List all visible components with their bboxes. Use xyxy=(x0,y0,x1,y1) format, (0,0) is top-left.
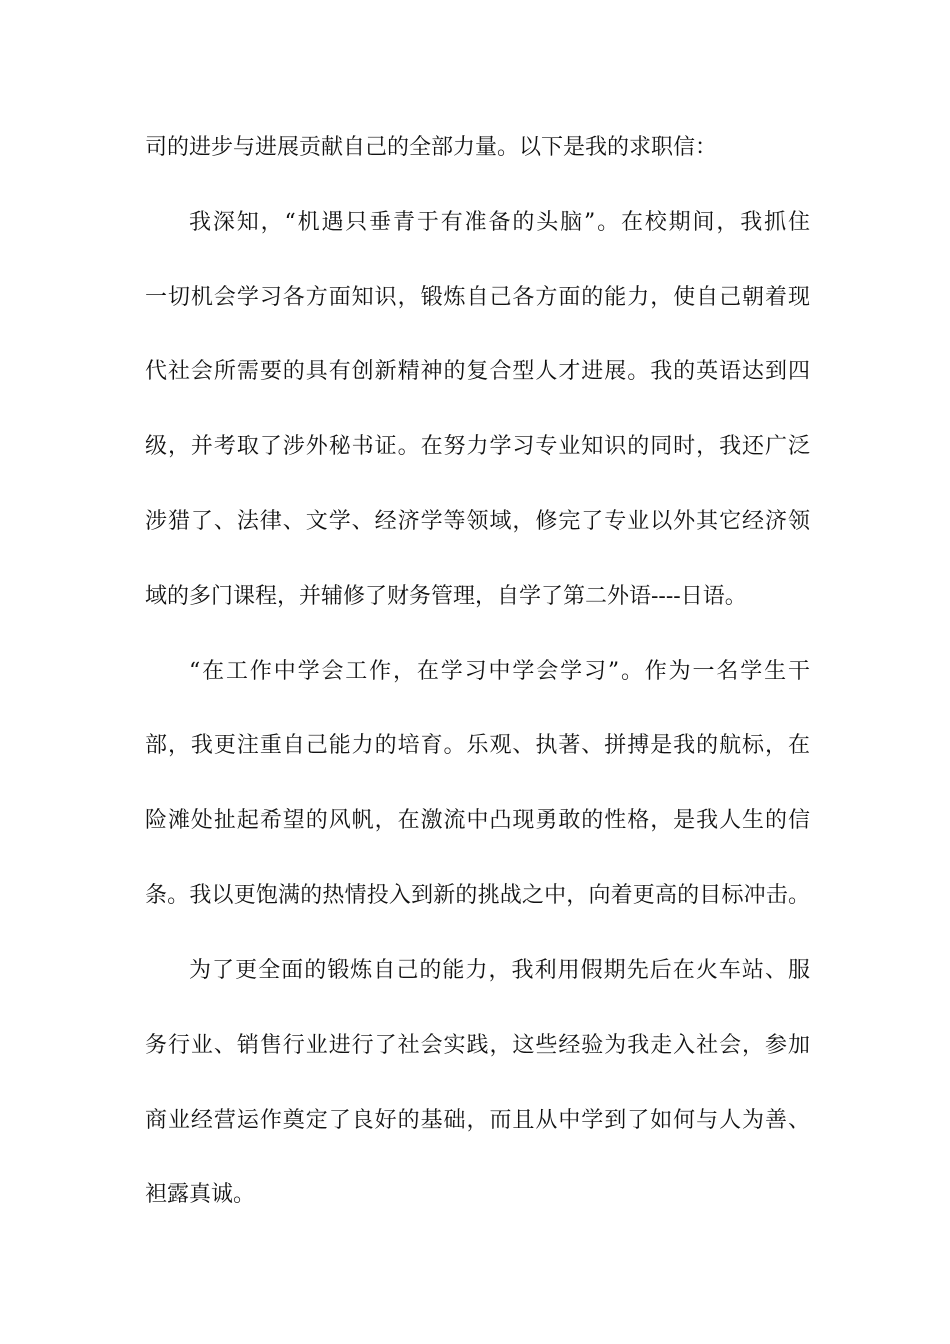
paragraph-study-line-3: 代社会所需要的具有创新精神的复合型人才进展。我的英语达到四 xyxy=(145,359,810,384)
paragraph-practice-line-3: 商业经营运作奠定了良好的基础，而且从中学到了如何与人为善、 xyxy=(145,1108,810,1133)
paragraph-study-line-5: 涉猎了、法律、文学、经济学等领域，修完了专业以外其它经济领 xyxy=(145,509,810,534)
paragraph-practice-line-2: 务行业、销售行业进行了社会实践，这些经验为我走入社会，参加 xyxy=(145,1033,810,1058)
paragraph-practice-line-1: 为了更全面的锻炼自己的能力，我利用假期先后在火车站、服 xyxy=(189,958,810,983)
paragraph-work-line-3: 险滩处扯起希望的风帆，在激流中凸现勇敢的性格，是我人生的信 xyxy=(145,808,810,833)
paragraph-work-line-1: “在工作中学会工作，在学习中学会学习”。作为一名学生干 xyxy=(189,659,810,684)
paragraph-intro-line-1: 司的进步与进展贡献自己的全部力量。以下是我的求职信： xyxy=(145,135,718,160)
paragraph-study-line-2: 一切机会学习各方面知识，锻炼自己各方面的能力，使自己朝着现 xyxy=(145,285,810,310)
paragraph-practice-line-4: 袒露真诚。 xyxy=(145,1182,256,1207)
paragraph-work-line-2: 部，我更注重自己能力的培育。乐观、执著、拼搏是我的航标，在 xyxy=(145,733,810,758)
paragraph-study-line-4: 级，并考取了涉外秘书证。在努力学习专业知识的同时，我还广泛 xyxy=(145,434,810,459)
paragraph-study-line-1: 我深知，“机遇只垂青于有准备的头脑”。在校期间，我抓住 xyxy=(189,210,810,235)
paragraph-work-line-4: 条。我以更饱满的热情投入到新的挑战之中，向着更高的目标冲击。 xyxy=(145,883,810,908)
paragraph-study-line-6: 域的多门课程，并辅修了财务管理，自学了第二外语----日语。 xyxy=(145,584,747,609)
